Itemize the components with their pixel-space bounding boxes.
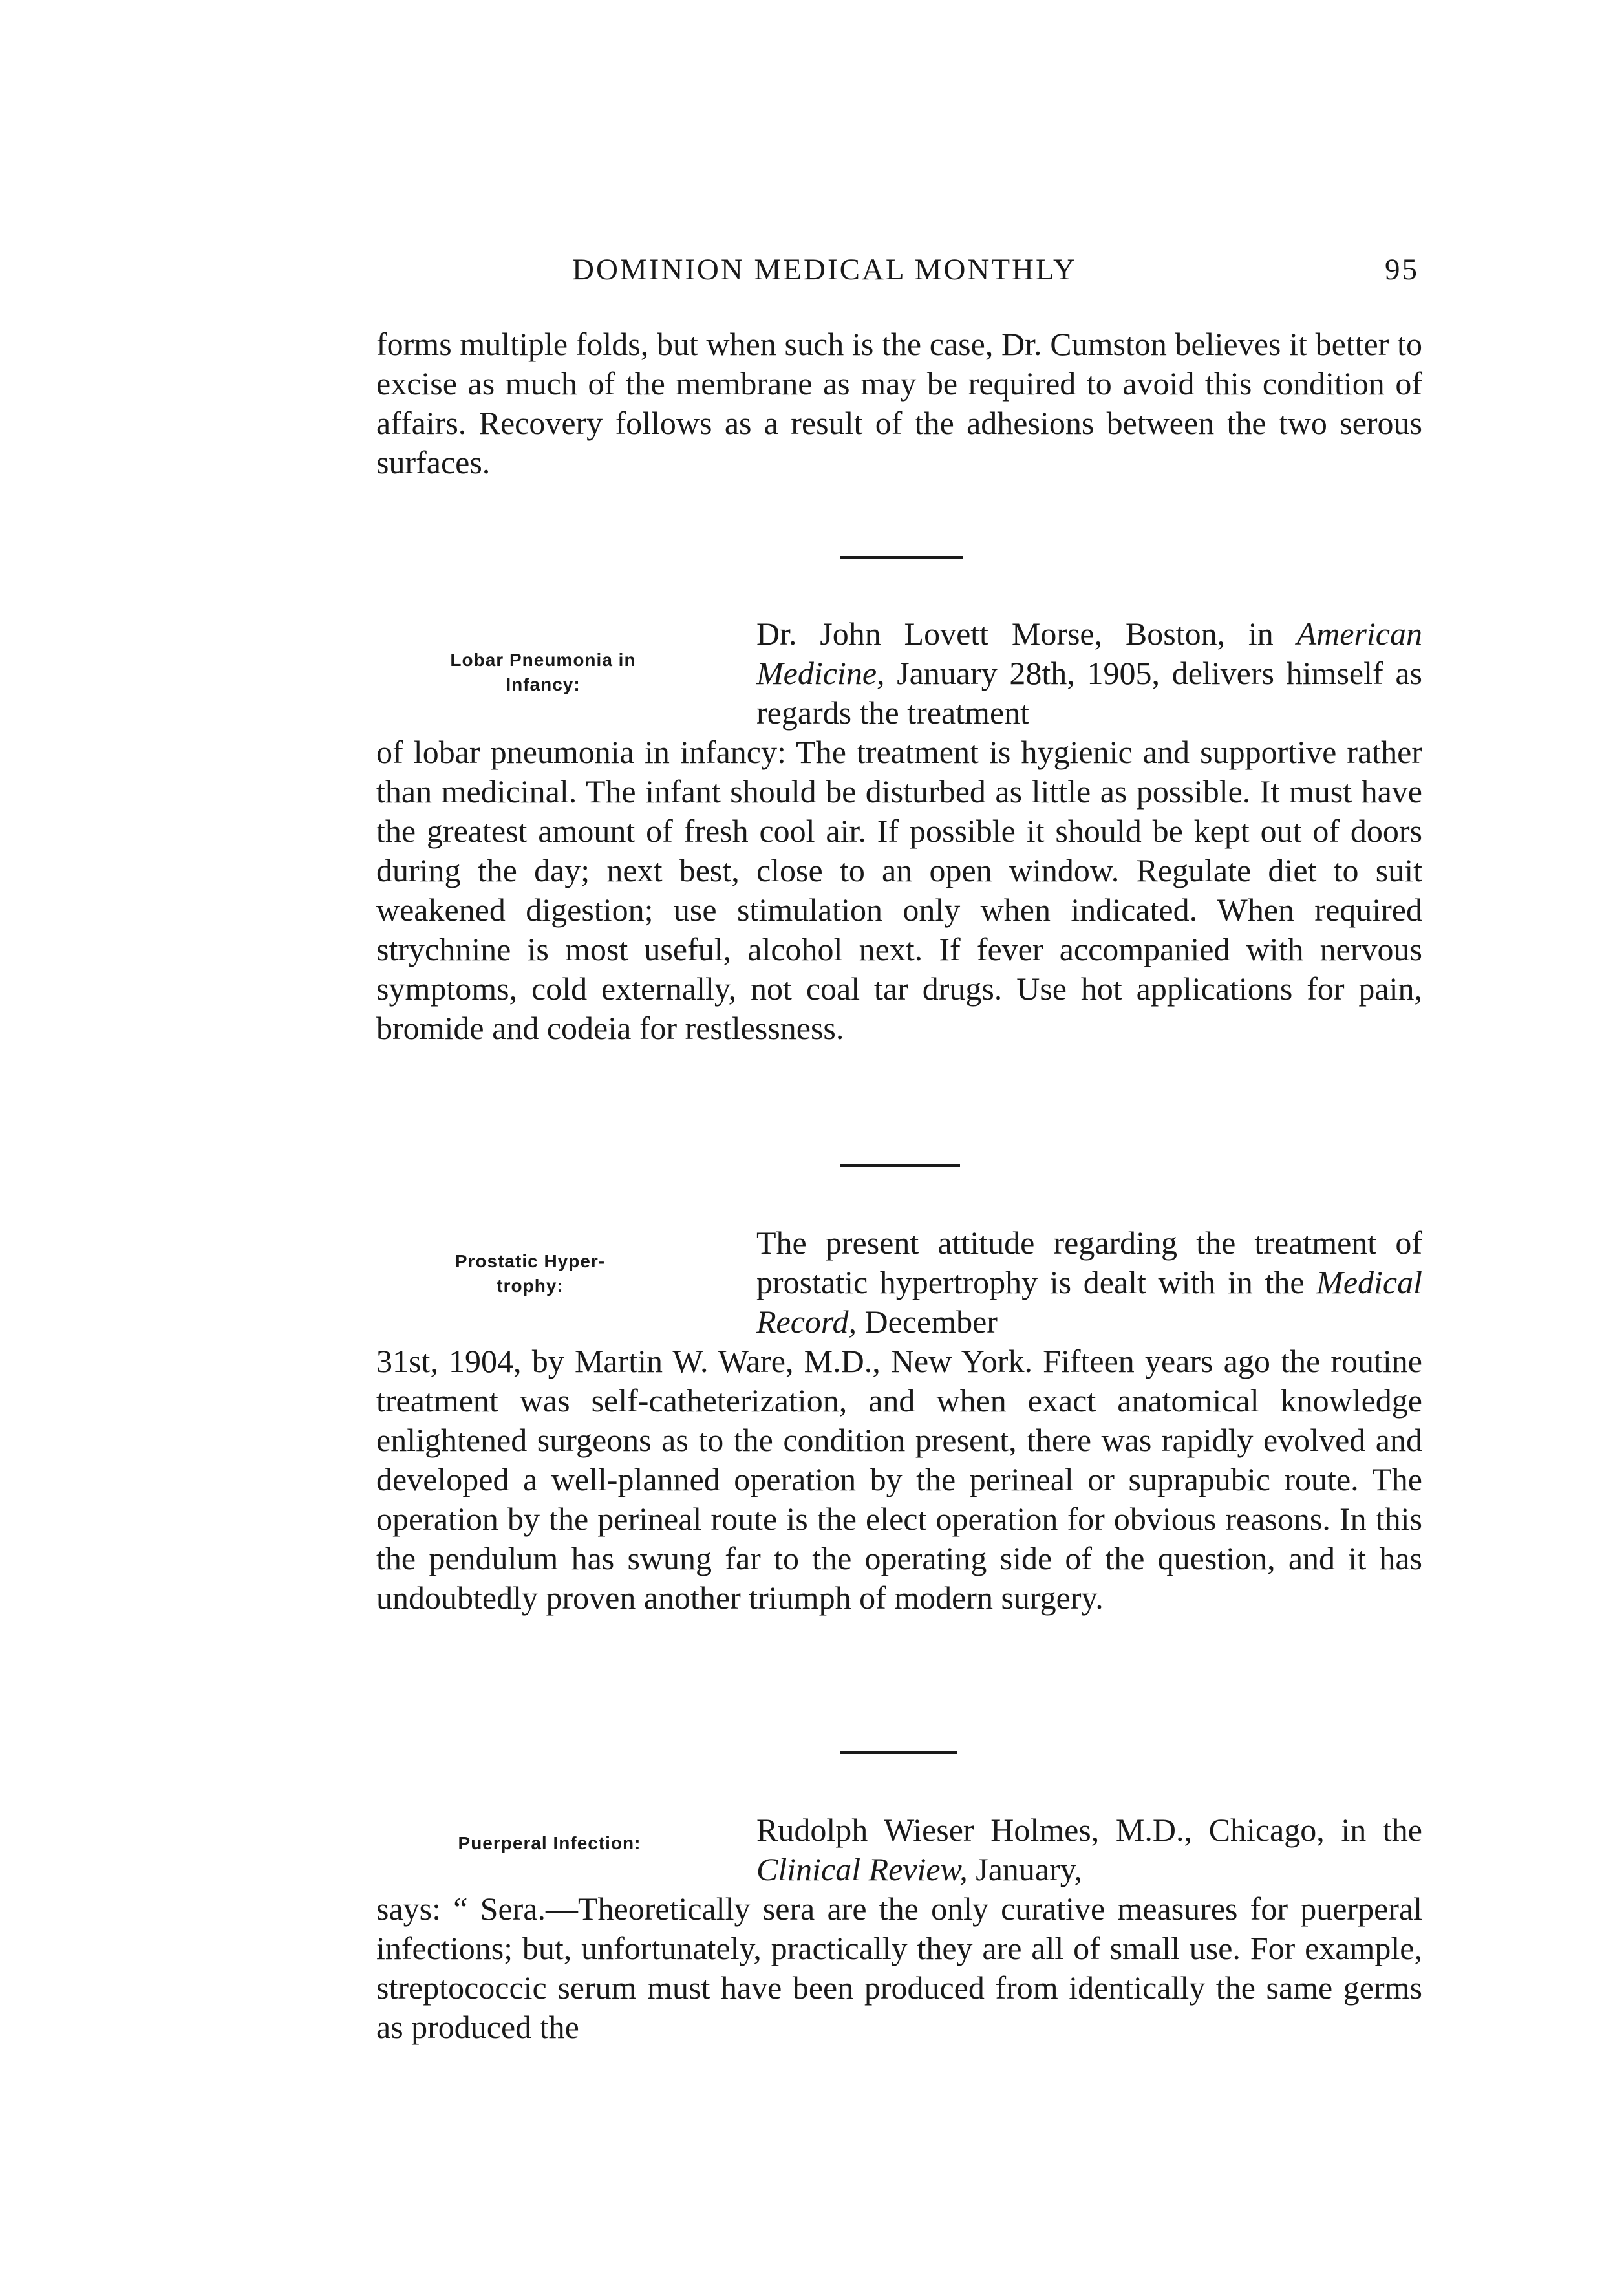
body-text: 31st, 1904, by Martin W. Ware, M.D., New York. Fifteen years ago the routine treatment was self-catheterization, and when exact anatomical knowledge enlightened surgeons as to the condition present, there was rapidly evolved and developed a well-planned operation by the perineal or suprapubic route. The operation by the perineal route is the elect operation for obvious reasons. In this the pendulum has swung far to the operating side of the question, and it has undoubtedly proven another triumph of modern surgery. [376, 1343, 1422, 1616]
lead-before: The present attitude regarding the treatment of prostatic hypertrophy is dealt with in the [756, 1225, 1422, 1300]
intro-paragraph [376, 325, 1422, 482]
lead-before: Dr. John Lovett Morse, Boston, in [756, 616, 1297, 652]
lead-text [756, 1810, 1422, 1889]
section-lead [756, 614, 1422, 733]
sidenote-prostatic-hypertrophy [394, 1249, 666, 1298]
section-lead [756, 1223, 1422, 1342]
sidenote-line: Prostatic Hyper- [454, 1251, 606, 1271]
section-divider [840, 1164, 960, 1167]
section-divider [840, 556, 963, 559]
lead-after: January 28th, 1905, delivers himself as regards the treatment [756, 655, 1422, 731]
journal-citation: Medical Record, [756, 1264, 1422, 1340]
running-header [372, 252, 1419, 304]
lead-text [756, 1223, 1422, 1342]
journal-citation: American Medicine, [756, 616, 1422, 691]
section-body [376, 1342, 1422, 1618]
sidenote-line: Infancy: [506, 674, 581, 694]
section-divider [840, 1751, 957, 1754]
sidenote-line: trophy: [497, 1276, 564, 1296]
body-text: says: “ Sera.—Theoretically sera are the only curative measures for puerperal infections; but, unfortunately, practically they are all of small use. For example, streptococcic serum must have been produced from identically the same germs as produced the [376, 1891, 1422, 2045]
sidenote-line: Lobar Pneumonia in [450, 650, 636, 670]
sidenote-lobar-pneumonia [381, 648, 705, 697]
section-lead [756, 1810, 1422, 1889]
lead-before: Rudolph Wieser Holmes, M.D., Chicago, in the [756, 1812, 1422, 1848]
body-text: of lobar pneumonia in infancy: The treatment is hygienic and supportive rather than medicinal. The infant should be disturbed as little as possible. It must have the greatest amount of fresh cool air. If possible it should be kept out of doors during the day; next best, close to an open window. Regulate diet to suit weakened digestion; use stimulation only when indicated. When required strychnine is most useful, alcohol next. If fever accompanied with nervous symptoms, cold externally, not coal tar drugs. Use hot applications for pain, bromide and codeia for restlessness. [376, 734, 1422, 1046]
section-body [376, 733, 1422, 1048]
lead-text [756, 614, 1422, 733]
intro-text: forms multiple folds, but when such is the case, Dr. Cumston believes it better to excise as much of the membrane as may be required to avoid this condition of affairs. Recovery follows as a result of the adhesions between the two serous surfaces. [376, 326, 1422, 480]
page-number: 95 [1385, 253, 1419, 286]
lead-after: December [857, 1304, 998, 1340]
journal-citation: Clinical Review, [756, 1851, 968, 1887]
section-body [376, 1889, 1422, 2047]
sidenote-line: Puerperal Infection: [458, 1833, 641, 1853]
sidenote-puerperal-infection [381, 1831, 718, 1856]
journal-title: DOMINION MEDICAL MONTHLY [572, 253, 1077, 286]
lead-after: January, [967, 1851, 1083, 1887]
